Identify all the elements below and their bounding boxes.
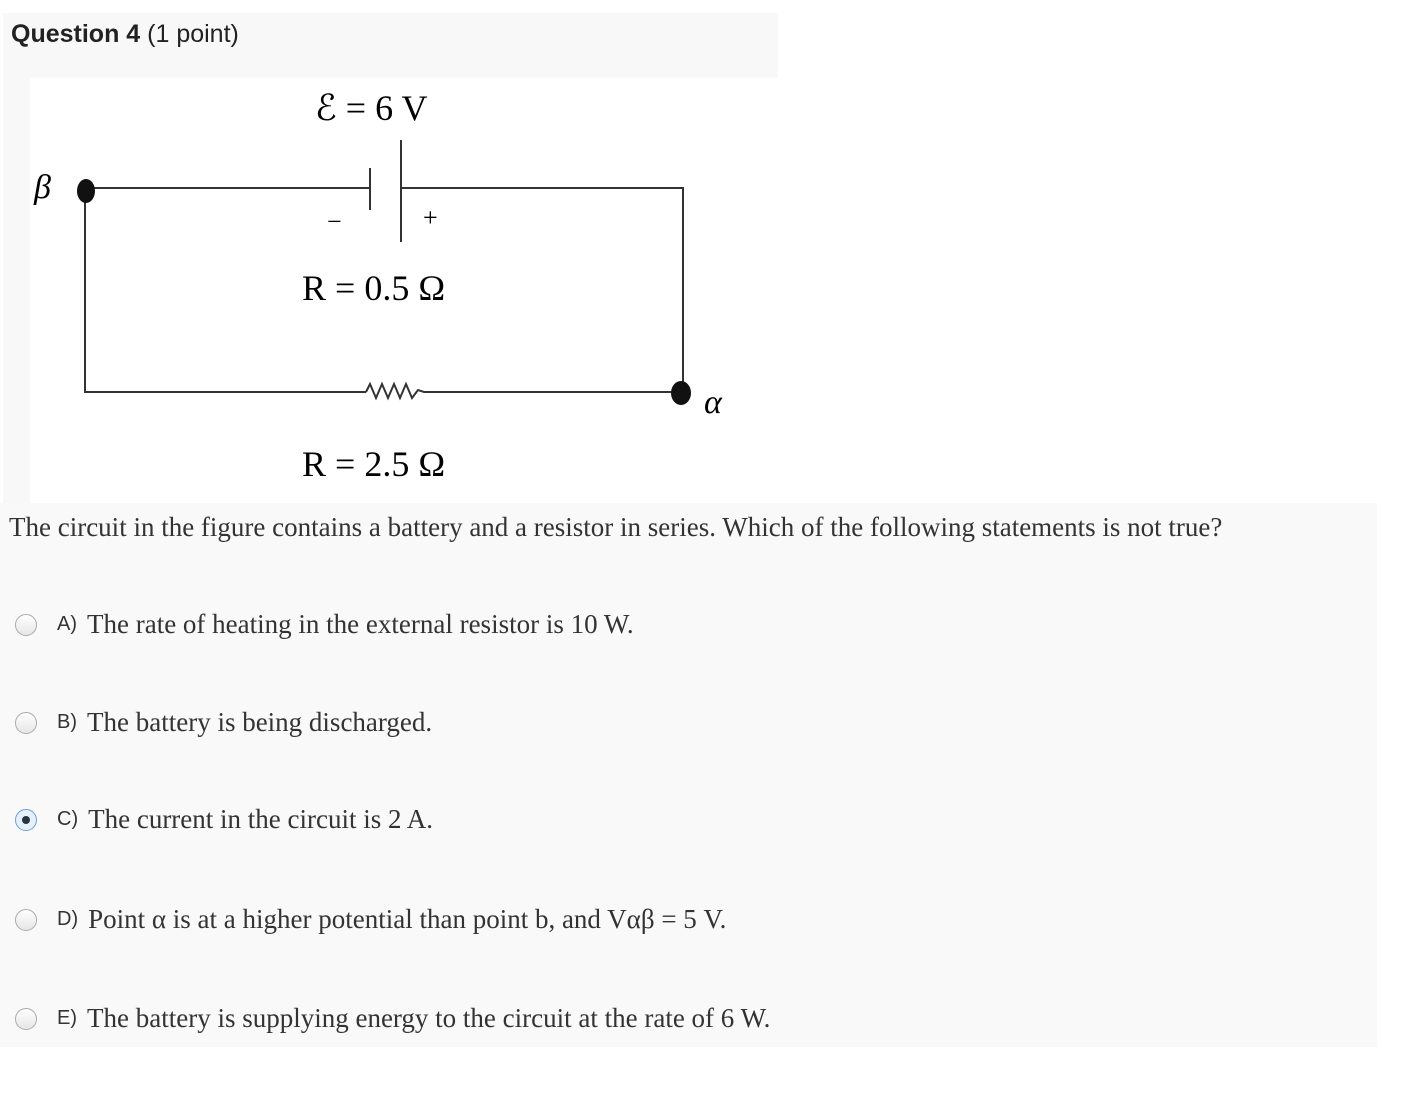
radio-e[interactable] xyxy=(15,1008,37,1030)
question-points: (1 point) xyxy=(147,20,239,48)
option-a[interactable] xyxy=(15,609,634,640)
option-e[interactable] xyxy=(15,1003,770,1034)
radio-b[interactable] xyxy=(15,712,37,734)
point-b-label: β xyxy=(34,169,51,206)
option-c[interactable] xyxy=(15,804,433,835)
point-b-node xyxy=(77,179,95,203)
question-title xyxy=(11,20,239,49)
radio-a[interactable] xyxy=(15,614,37,636)
resistor xyxy=(366,384,683,398)
minus-sign: − xyxy=(327,207,342,236)
external-resistance-label: R = 2.5 Ω xyxy=(302,444,446,484)
margin-strip xyxy=(3,78,30,503)
point-a-node xyxy=(671,381,691,405)
internal-resistance-label: R = 0.5 Ω xyxy=(302,268,446,308)
option-text: Point α is at a higher potential than point b, and Vαβ = 5 V. xyxy=(88,904,727,934)
option-text: The battery is supplying energy to the circuit at the rate of 6 W. xyxy=(87,1003,771,1033)
question-body xyxy=(0,503,1377,1047)
circuit-figure xyxy=(30,78,778,503)
plus-sign: + xyxy=(423,203,438,232)
option-text: The battery is being discharged. xyxy=(87,707,433,737)
emf-label: ℰ = 6 V xyxy=(315,88,428,128)
option-d[interactable] xyxy=(15,904,726,935)
option-letter: E) xyxy=(57,1007,77,1029)
option-letter: D) xyxy=(57,908,79,930)
point-a-label: α xyxy=(704,384,722,421)
radio-c-selected[interactable] xyxy=(15,809,37,831)
option-letter: A) xyxy=(57,613,77,635)
option-b[interactable] xyxy=(15,707,432,738)
option-text: The rate of heating in the external resistor is 10 W. xyxy=(87,609,634,639)
option-letter: C) xyxy=(57,808,79,830)
option-letter: B) xyxy=(57,711,77,733)
option-text: The current in the circuit is 2 A. xyxy=(88,804,434,834)
question-number: Question 4 xyxy=(11,20,141,48)
question-stem: The circuit in the figure contains a battery and a resistor in series. Which of the following statements is not true? xyxy=(9,512,1223,542)
radio-d[interactable] xyxy=(15,909,37,931)
